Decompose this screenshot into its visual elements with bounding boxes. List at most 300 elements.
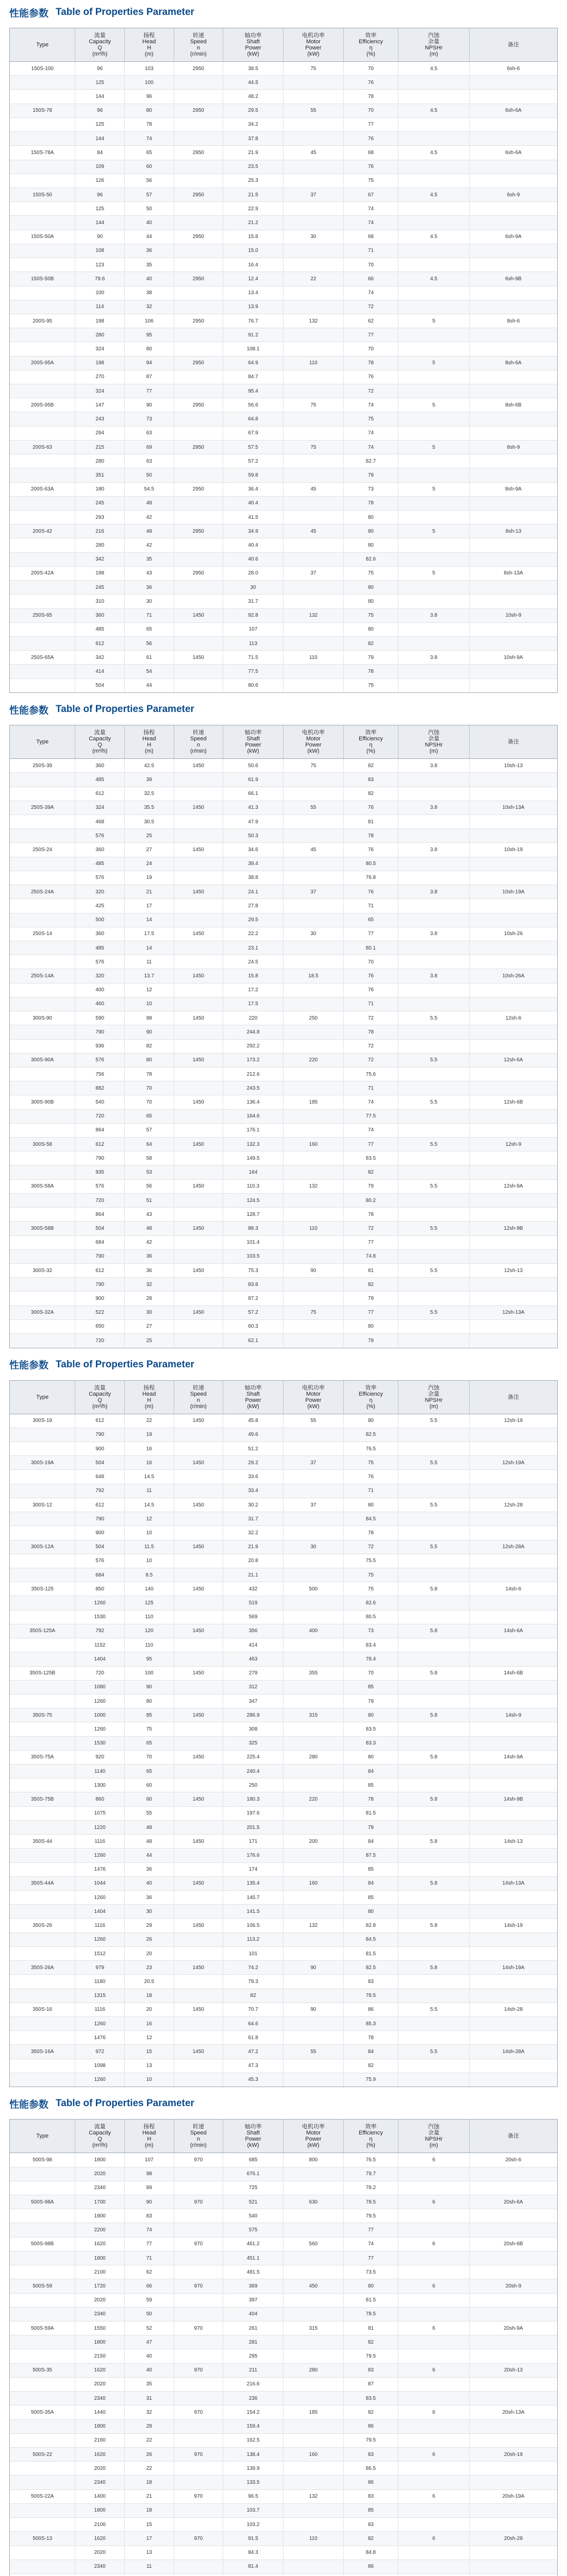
cell-speed — [174, 1722, 224, 1736]
cell-npsh — [398, 412, 470, 426]
cell-capacity: 1530 — [75, 1611, 125, 1624]
cell-motor-power — [284, 2560, 344, 2573]
cell-head: 65 — [125, 623, 174, 636]
header-head: 扬程 Head H (m) — [125, 725, 174, 758]
cell-capacity: 1260 — [75, 1891, 125, 1904]
cell-npsh — [398, 2308, 470, 2321]
cell-motor-power — [284, 1596, 344, 1609]
cell-motor-power — [284, 1470, 344, 1483]
cell-efficiency: 86 — [344, 2420, 398, 2433]
cell-npsh — [398, 1250, 470, 1263]
cell-capacity: 590 — [75, 1011, 125, 1025]
cell-capacity: 90 — [75, 230, 125, 244]
cell-efficiency: 72 — [344, 1054, 398, 1067]
table-body — [10, 2153, 557, 2576]
cell-capacity: 144 — [75, 216, 125, 229]
header-shaft-power: 轴功率 Shaft Power (kW) — [223, 1381, 284, 1414]
cell-speed — [174, 1933, 224, 1946]
cell-shaft-power: 24.5 — [223, 955, 284, 969]
cell-capacity: 1152 — [75, 1638, 125, 1652]
cell-npsh — [398, 1722, 470, 1736]
cell-efficiency: 77 — [344, 1236, 398, 1249]
cell-remark — [470, 637, 557, 650]
cell-npsh — [398, 342, 470, 355]
table-row — [10, 1081, 557, 1095]
cell-shaft-power: 79.3 — [223, 1975, 284, 1988]
cell-capacity: 351 — [75, 468, 125, 482]
cell-efficiency: 75 — [344, 1582, 398, 1596]
cell-speed — [174, 1778, 224, 1792]
cell-motor-power: 75 — [284, 1306, 344, 1319]
table-row — [10, 2532, 557, 2546]
cell-remark: 6sh-6 — [507, 65, 520, 72]
cell-efficiency: 68 — [344, 230, 398, 244]
header-efficiency: 效率 Efficiency η (%) — [344, 1381, 398, 1414]
cell-remark — [470, 984, 557, 997]
cell-motor-power — [284, 2349, 344, 2363]
table-row — [10, 1638, 557, 1652]
cell-motor-power: 75 — [284, 62, 344, 75]
cell-motor-power — [284, 871, 344, 885]
table-row — [10, 1428, 557, 1442]
cell-shaft-power: 12.4 — [223, 272, 284, 285]
cell-head: 125 — [125, 1596, 174, 1609]
cell-motor-power — [284, 2223, 344, 2236]
cell-shaft-power: 84.3 — [223, 2546, 284, 2560]
cell-capacity: 2160 — [75, 2434, 125, 2447]
cell-speed: 970 — [174, 2279, 224, 2293]
cell-shaft-power: 261 — [223, 2321, 284, 2335]
cell-capacity: 684 — [75, 1568, 125, 1582]
cell-remark — [470, 90, 557, 103]
cell-capacity: 1000 — [75, 1708, 125, 1722]
section-title-en: Table of Properties Parameter — [56, 1359, 194, 1370]
cell-head: 95 — [125, 328, 174, 342]
cell-motor-power — [284, 2335, 344, 2349]
cell-capacity: 1260 — [75, 2017, 125, 2030]
cell-efficiency: 66 — [344, 272, 398, 285]
cell-efficiency: 85 — [344, 2504, 398, 2517]
table-row — [10, 76, 557, 90]
cell-type — [10, 1067, 75, 1081]
table-row — [10, 1165, 557, 1179]
cell-head: 44 — [125, 230, 174, 244]
cell-head: 42 — [125, 1236, 174, 1249]
cell-efficiency: 79 — [344, 651, 398, 664]
cell-efficiency: 74.8 — [344, 1250, 398, 1263]
cell-npsh — [398, 1526, 470, 1539]
cell-remark: 8sh-6 — [507, 318, 520, 324]
cell-efficiency: 75 — [344, 609, 398, 622]
cell-type — [10, 1778, 75, 1792]
table-row — [10, 1624, 557, 1638]
cell-remark: 6sh-9 — [507, 192, 520, 198]
table-row — [10, 2490, 557, 2504]
table-row — [10, 2392, 557, 2405]
cell-type — [10, 1428, 75, 1442]
cell-remark: 20sh-6B — [504, 2241, 523, 2247]
table-row — [10, 609, 557, 623]
cell-remark: 10sh-26 — [504, 931, 523, 937]
cell-npsh — [398, 1208, 470, 1221]
cell-head: 106 — [125, 314, 174, 328]
cell-npsh — [398, 2017, 470, 2030]
cell-remark — [470, 1681, 557, 1694]
cell-efficiency: 75 — [344, 174, 398, 188]
cell-type: 500S-35A — [10, 2405, 75, 2419]
cell-shaft-power: 31.7 — [223, 595, 284, 608]
cell-speed — [174, 2181, 224, 2195]
cell-type — [10, 1025, 75, 1039]
cell-speed: 970 — [174, 2405, 224, 2419]
cell-npsh — [398, 497, 470, 510]
cell-speed: 1450 — [174, 1919, 224, 1932]
cell-efficiency: 76 — [344, 969, 398, 982]
cell-type — [10, 1568, 75, 1582]
table-row — [10, 1807, 557, 1821]
cell-efficiency: 79.5 — [344, 2434, 398, 2447]
cell-capacity: 648 — [75, 1470, 125, 1483]
cell-speed — [174, 1040, 224, 1053]
cell-motor-power: 132 — [284, 1180, 344, 1193]
cell-shaft-power: 397 — [223, 2294, 284, 2307]
table-row — [10, 581, 557, 595]
cell-remark — [470, 623, 557, 636]
cell-efficiency: 71 — [344, 1081, 398, 1095]
cell-motor-power — [284, 2294, 344, 2307]
cell-speed: 1450 — [174, 1835, 224, 1848]
cell-type — [10, 2560, 75, 2573]
cell-npsh — [398, 76, 470, 89]
cell-head: 40 — [125, 2364, 174, 2377]
cell-head: 70 — [125, 1081, 174, 1095]
cell-motor-power — [284, 76, 344, 89]
table-row — [10, 1947, 557, 1961]
cell-motor-power: 75 — [284, 398, 344, 412]
cell-type — [10, 1278, 75, 1291]
cell-efficiency: 85 — [344, 1891, 398, 1904]
cell-head: 11 — [125, 2560, 174, 2573]
cell-motor-power: 37 — [284, 1456, 344, 1469]
cell-type: 150S-78A — [10, 146, 75, 159]
cell-head: 80 — [125, 1054, 174, 1067]
table-row — [10, 1849, 557, 1862]
cell-capacity: 216 — [75, 524, 125, 538]
cell-head: 90 — [125, 398, 174, 412]
cell-npsh: 5 — [398, 357, 470, 370]
header-head: 扬程 Head H (m) — [125, 2120, 174, 2153]
table-row — [10, 1877, 557, 1891]
cell-capacity: 320 — [75, 969, 125, 982]
table-row — [10, 1611, 557, 1624]
cell-motor-power — [284, 427, 344, 440]
cell-remark — [470, 941, 557, 955]
header-speed: 转速 Speed n (r/min) — [174, 725, 224, 758]
cell-efficiency: 79 — [344, 1180, 398, 1193]
cell-shaft-power: 17.5 — [223, 997, 284, 1011]
cell-remark — [470, 1484, 557, 1498]
cell-remark — [470, 1722, 557, 1736]
cell-efficiency: 74 — [344, 398, 398, 412]
cell-capacity: 360 — [75, 609, 125, 622]
cell-efficiency: 85 — [344, 1681, 398, 1694]
table-header — [10, 2120, 557, 2153]
cell-efficiency: 70 — [344, 342, 398, 355]
cell-npsh: 5.8 — [398, 1751, 470, 1764]
cell-efficiency: 77 — [344, 927, 398, 941]
cell-motor-power — [284, 2017, 344, 2030]
cell-remark — [470, 2349, 557, 2363]
cell-motor-power — [284, 174, 344, 188]
cell-speed: 1450 — [174, 1414, 224, 1428]
cell-head: 60 — [125, 1792, 174, 1806]
cell-head: 19 — [125, 1428, 174, 1442]
header-remark: 备注 — [507, 1394, 519, 1400]
cell-head: 10 — [125, 997, 174, 1011]
cell-motor-power: 450 — [284, 2279, 344, 2293]
table-row — [10, 1250, 557, 1264]
cell-efficiency: 82 — [344, 2405, 398, 2419]
cell-speed — [174, 1554, 224, 1568]
table-row — [10, 1484, 557, 1498]
cell-type — [10, 1807, 75, 1820]
cell-head: 15 — [125, 2045, 174, 2058]
cell-type — [10, 623, 75, 636]
cell-capacity: 1080 — [75, 1681, 125, 1694]
cell-remark: 20sh-13 — [504, 2367, 523, 2374]
cell-efficiency: 71 — [344, 1484, 398, 1498]
cell-type — [10, 1722, 75, 1736]
cell-speed — [174, 76, 224, 89]
table-row — [10, 567, 557, 581]
cell-npsh — [398, 1278, 470, 1291]
cell-type: 300S-32A — [10, 1306, 75, 1319]
cell-shaft-power: 481.5 — [223, 2265, 284, 2279]
cell-npsh — [398, 370, 470, 384]
cell-remark: 20sh-6A — [504, 2199, 523, 2205]
cell-shaft-power: 21.1 — [223, 1568, 284, 1582]
cell-capacity: 293 — [75, 511, 125, 524]
cell-shaft-power: 308 — [223, 1722, 284, 1736]
section-title-en: Table of Properties Parameter — [56, 2098, 194, 2109]
cell-type — [10, 913, 75, 927]
cell-type: 300S-90A — [10, 1054, 75, 1067]
cell-capacity: 860 — [75, 1792, 125, 1806]
cell-type — [10, 412, 75, 426]
cell-npsh — [398, 1821, 470, 1834]
cell-speed: 1450 — [174, 1961, 224, 1974]
cell-speed — [174, 1025, 224, 1039]
cell-npsh — [398, 997, 470, 1011]
cell-type: 150S-50 — [10, 188, 75, 201]
cell-type — [10, 132, 75, 145]
cell-npsh — [398, 1765, 470, 1778]
section-title-cn: 性能参数 — [9, 8, 49, 19]
cell-head: 69 — [125, 440, 174, 454]
cell-remark: 12sh-6B — [504, 1099, 523, 1105]
cell-speed — [174, 1334, 224, 1347]
cell-speed: 2950 — [174, 524, 224, 538]
cell-shaft-power: 87.2 — [223, 1292, 284, 1305]
cell-motor-power — [284, 595, 344, 608]
table-row — [10, 787, 557, 801]
cell-capacity: 414 — [75, 665, 125, 678]
cell-efficiency: 82 — [344, 787, 398, 801]
cell-speed: 1450 — [174, 843, 224, 856]
cell-npsh: 5 — [398, 314, 470, 328]
cell-efficiency: 81.5 — [344, 1947, 398, 1960]
cell-npsh — [398, 1652, 470, 1666]
cell-head: 30 — [125, 595, 174, 608]
cell-shaft-power: 281 — [223, 2335, 284, 2349]
cell-capacity: 2200 — [75, 2223, 125, 2236]
cell-speed — [174, 1484, 224, 1498]
cell-capacity: 790 — [75, 1250, 125, 1263]
cell-type: 300S-58A — [10, 1180, 75, 1193]
cell-npsh: 6 — [398, 2364, 470, 2377]
cell-motor-power — [284, 2420, 344, 2433]
cell-capacity: 1900 — [75, 2209, 125, 2223]
cell-shaft-power: 74.2 — [223, 1961, 284, 1974]
cell-capacity: 2020 — [75, 2546, 125, 2560]
section-title-cn: 性能参数 — [9, 1360, 49, 1371]
cell-remark: 14sh-6B — [504, 1670, 523, 1676]
cell-head: 82 — [125, 1040, 174, 1053]
cell-motor-power — [284, 538, 344, 552]
cell-head: 20.5 — [125, 1975, 174, 1988]
cell-capacity: 280 — [75, 328, 125, 342]
cell-head: 32 — [125, 300, 174, 314]
cell-speed: 970 — [174, 2195, 224, 2209]
cell-efficiency: 79.7 — [344, 2167, 398, 2181]
cell-efficiency: 78 — [344, 2031, 398, 2044]
cell-speed — [174, 2073, 224, 2087]
cell-type — [10, 1442, 75, 1455]
cell-head: 30 — [125, 1306, 174, 1319]
cell-head: 43 — [125, 567, 174, 580]
cell-shaft-power: 17.2 — [223, 984, 284, 997]
cell-remark — [470, 1040, 557, 1053]
cell-capacity: 280 — [75, 538, 125, 552]
table-row — [10, 2073, 557, 2087]
cell-motor-power — [284, 1722, 344, 1736]
cell-remark — [470, 913, 557, 927]
cell-speed — [174, 2223, 224, 2236]
cell-speed: 2950 — [174, 357, 224, 370]
cell-capacity: 540 — [75, 1095, 125, 1109]
cell-speed — [174, 497, 224, 510]
cell-efficiency: 67 — [344, 188, 398, 201]
cell-shaft-power: 295 — [223, 2349, 284, 2363]
cell-npsh: 5 — [398, 483, 470, 496]
cell-speed — [174, 1194, 224, 1207]
section-title-cn: 性能参数 — [9, 705, 49, 716]
cell-motor-power — [284, 258, 344, 272]
cell-shaft-power: 24.1 — [223, 885, 284, 899]
table-row — [10, 1208, 557, 1222]
cell-speed — [174, 955, 224, 969]
cell-type — [10, 637, 75, 650]
table-row — [10, 1151, 557, 1165]
cell-type — [10, 899, 75, 912]
cell-efficiency: 76 — [344, 370, 398, 384]
cell-remark: 12sh-28A — [502, 1544, 525, 1550]
cell-head: 36 — [125, 1863, 174, 1876]
cell-speed — [174, 1821, 224, 1834]
cell-speed: 2950 — [174, 104, 224, 117]
cell-speed — [174, 913, 224, 927]
cell-head: 48 — [125, 1821, 174, 1834]
header-head: 扬程 Head H (m) — [125, 28, 174, 61]
table-row — [10, 2546, 557, 2560]
cell-type — [10, 2265, 75, 2279]
cell-shaft-power: 37.8 — [223, 132, 284, 145]
cell-motor-power: 132 — [284, 314, 344, 328]
cell-remark — [470, 2518, 557, 2531]
section-title — [9, 5, 194, 20]
cell-motor-power: 500 — [284, 1582, 344, 1596]
table-row — [10, 927, 557, 941]
cell-shaft-power: 51.2 — [223, 1442, 284, 1455]
table-row — [10, 1554, 557, 1568]
cell-motor-power — [284, 216, 344, 229]
table-row — [10, 2059, 557, 2073]
cell-motor-power: 280 — [284, 1751, 344, 1764]
cell-type: 300S-58B — [10, 1222, 75, 1235]
cell-speed — [174, 829, 224, 842]
table-row — [10, 1470, 557, 1484]
cell-efficiency: 75.9 — [344, 2073, 398, 2087]
cell-motor-power — [284, 2378, 344, 2391]
cell-capacity: 936 — [75, 1040, 125, 1053]
cell-capacity: 1044 — [75, 1877, 125, 1890]
cell-speed — [174, 1652, 224, 1666]
cell-type — [10, 773, 75, 786]
table-row — [10, 1110, 557, 1124]
cell-head: 20 — [125, 2003, 174, 2016]
cell-shaft-power: 40.4 — [223, 538, 284, 552]
cell-motor-power — [284, 1250, 344, 1263]
cell-efficiency: 76 — [344, 1470, 398, 1483]
properties-table — [9, 2119, 558, 2576]
cell-type — [10, 2031, 75, 2044]
cell-type — [10, 160, 75, 174]
cell-shaft-power: 101.4 — [223, 1236, 284, 1249]
cell-remark — [470, 2504, 557, 2517]
cell-motor-power — [284, 1652, 344, 1666]
cell-remark — [470, 1236, 557, 1249]
cell-efficiency: 76 — [344, 843, 398, 856]
cell-type: 500S-13 — [10, 2532, 75, 2545]
cell-remark — [470, 538, 557, 552]
cell-type: 350S-75B — [10, 1792, 75, 1806]
cell-capacity: 790 — [75, 1025, 125, 1039]
cell-head: 55 — [125, 1807, 174, 1820]
cell-head: 25 — [125, 829, 174, 842]
header-npsh: 汽蚀 余量 NPSHr (m) — [398, 1381, 470, 1414]
cell-shaft-power: 244.8 — [223, 1025, 284, 1039]
cell-head: 18 — [125, 1989, 174, 2003]
properties-section — [0, 1352, 567, 2092]
table-row — [10, 1708, 557, 1722]
cell-remark: 10sh-19 — [504, 847, 523, 853]
cell-npsh — [398, 2476, 470, 2489]
cell-shaft-power: 124.5 — [223, 1194, 284, 1207]
cell-capacity: 1116 — [75, 2003, 125, 2016]
cell-type: 200S-63A — [10, 483, 75, 496]
cell-efficiency: 79 — [344, 1694, 398, 1708]
cell-remark: 12sh-19A — [502, 1460, 525, 1466]
